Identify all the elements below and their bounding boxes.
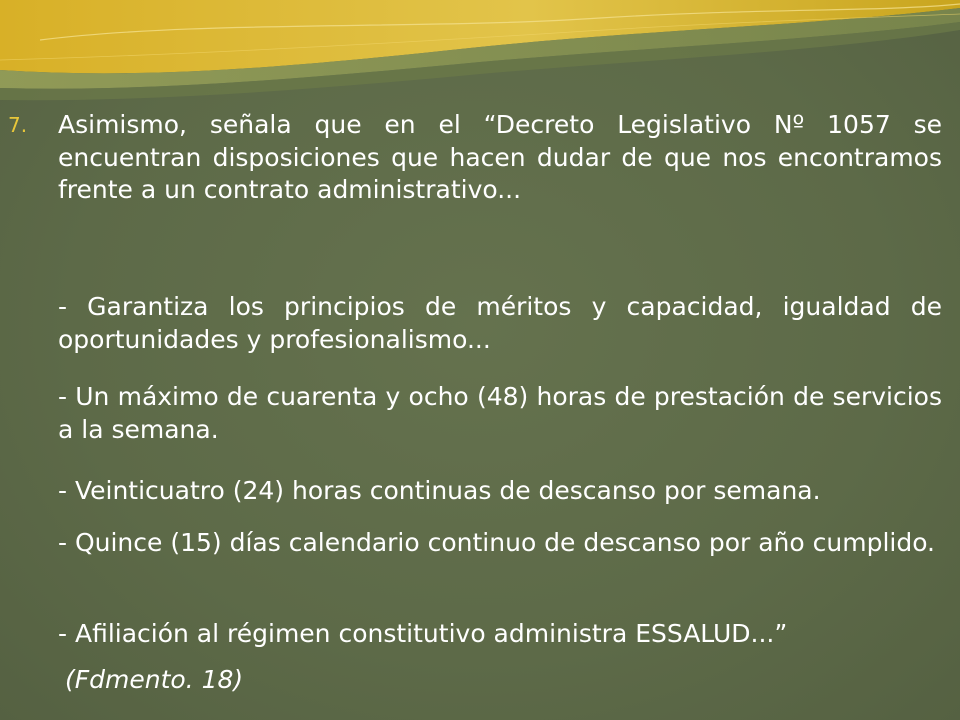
citation-reference: (Fdmento. 18) <box>65 665 244 694</box>
paragraph-merits: - Garantiza los principios de méritos y capacidad, igualdad de oportunidades y profesionalismo... <box>58 292 942 354</box>
list-item-number: 7. <box>8 113 28 137</box>
paragraph-vacation: - Quince (15) días calendario continuo de descanso por año cumplido. <box>58 528 936 557</box>
paragraph-hours: - Un máximo de cuarenta y ocho (48) horas de prestación de servicios a la semana. <box>58 382 942 444</box>
paragraph-intro: Asimismo, señala que en el “Decreto Legislativo Nº 1057 se encuentran disposiciones que hacen dudar de que nos encontramos frente a un contrato administrativo... <box>58 110 942 204</box>
paragraph-essalud: - Afiliación al régimen constitutivo administra ESSALUD...” <box>58 619 788 648</box>
paragraph-rest-weekly: - Veinticuatro (24) horas continuas de descanso por semana. <box>58 476 821 505</box>
